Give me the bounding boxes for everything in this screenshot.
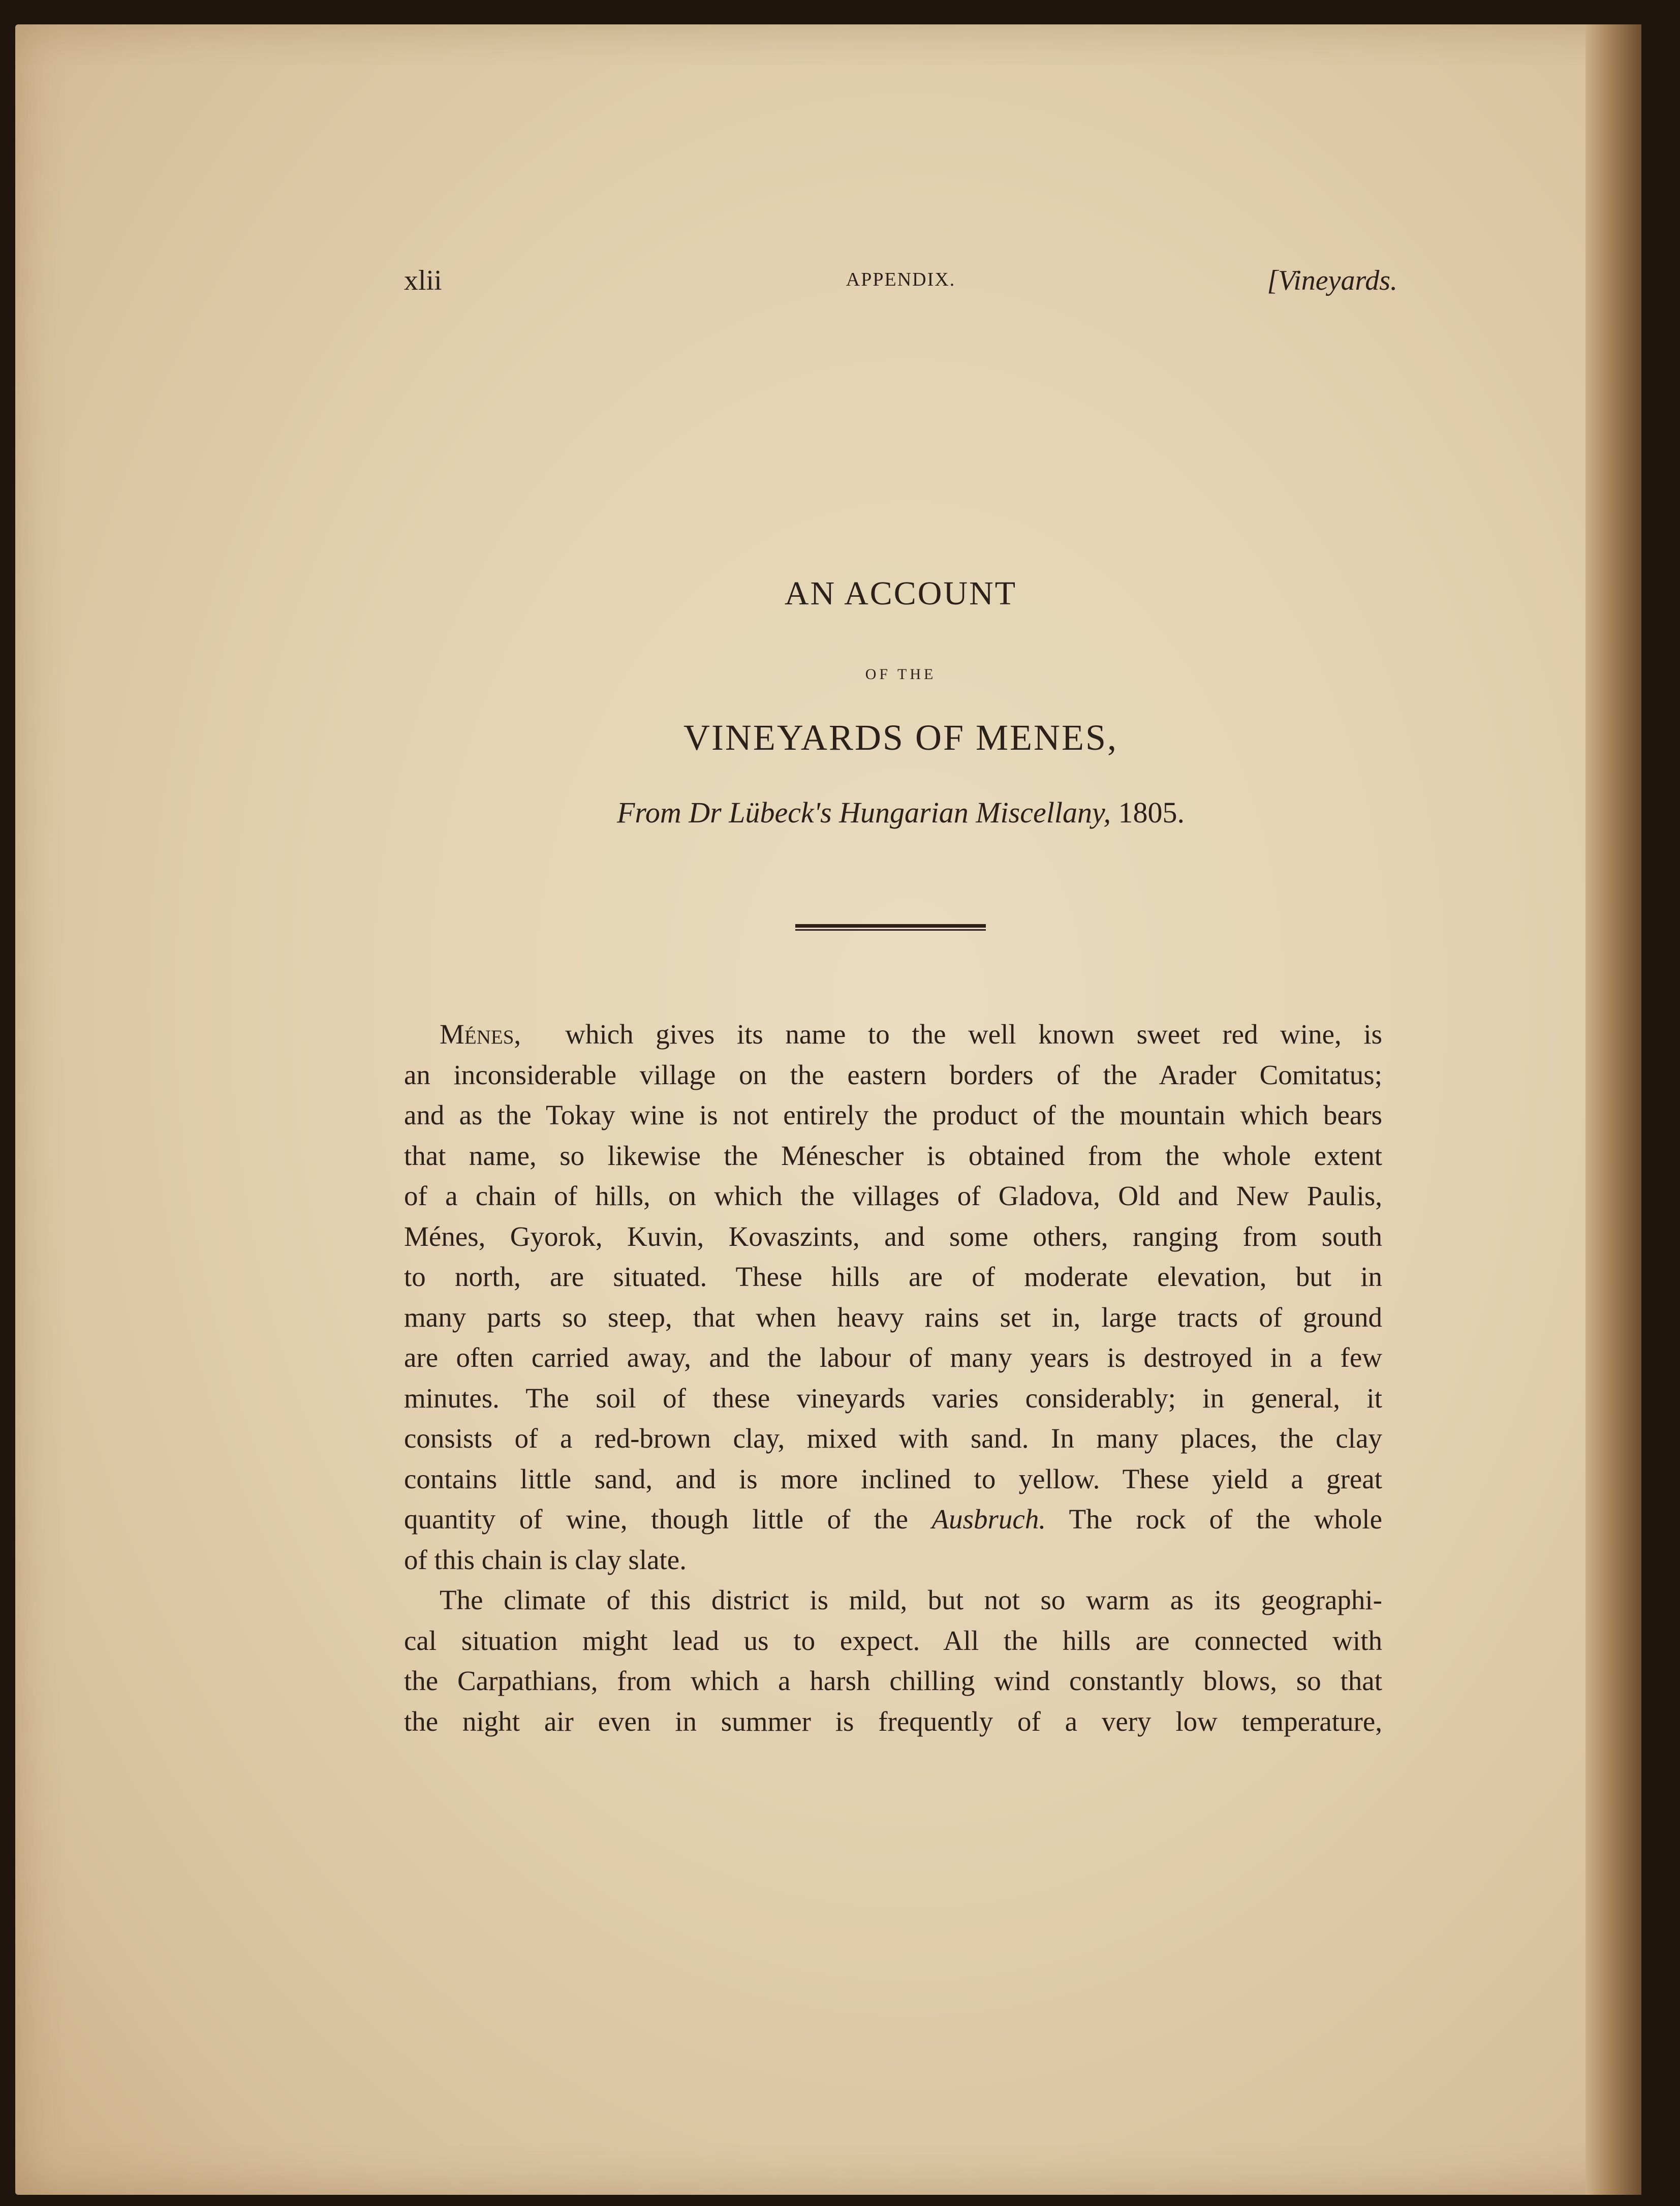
- running-head: [404, 264, 1397, 300]
- opening-word: Ménes,: [440, 1019, 521, 1050]
- paragraph1-last-line: of this chain is clay slate.: [404, 1544, 687, 1575]
- paragraph1-line: consists of a red-brown clay, mixed with sand. In many places, the clay: [404, 1423, 1382, 1454]
- paragraph1-line: Ménes, Gyorok, Kuvin, Kovaszints, and some others, ranging from south: [404, 1220, 1382, 1252]
- first-line-rest: which gives its name to the well known sweet red wine, is: [565, 1019, 1383, 1050]
- running-title: APPENDIX.: [846, 269, 956, 290]
- ausbruch-before: quantity of wine, though little of the: [404, 1504, 909, 1535]
- page-number: xlii: [404, 265, 442, 296]
- paragraph1-line: an inconsiderable village on the eastern borders of the Arader Comitatus;: [404, 1059, 1382, 1090]
- paragraph1-line: to north, are situated. These hills are of moderate elevation, but in: [404, 1261, 1382, 1292]
- paragraph1-line: are often carried away, and the labour of many years is destroyed in a few: [404, 1342, 1382, 1373]
- body-text: [404, 1014, 1382, 1741]
- paragraph2-line: The climate of this district is mild, but not so warm as its geographi-: [440, 1584, 1382, 1615]
- heading-of-the: OF THE: [865, 666, 937, 683]
- paragraph2-line: the night air even in summer is frequently of a very low temperature,: [404, 1705, 1382, 1737]
- paragraph2-line: cal situation might lead us to expect. All the hills are connected with: [404, 1625, 1382, 1656]
- paragraph1-line: minutes. The soil of these vineyards varies considerably; in general, it: [404, 1382, 1382, 1414]
- heading-source: [404, 795, 1397, 830]
- ausbruch-after: The rock of the whole: [1069, 1504, 1383, 1535]
- paragraph1-line: [404, 1499, 1382, 1540]
- ornamental-rule: [795, 924, 986, 931]
- heading-vineyards: VINEYARDS OF MENES,: [683, 717, 1118, 758]
- paragraph2-line: the Carpathians, from which a harsh chilling wind constantly blows, so that: [404, 1665, 1382, 1696]
- ausbruch-word: Ausbruch.: [931, 1504, 1046, 1535]
- paragraph1-line: that name, so likewise the Ménescher is obtained from the whole extent: [404, 1140, 1382, 1171]
- rule-thick: [795, 924, 986, 928]
- running-section: [Vineyards.: [1267, 265, 1397, 296]
- paragraph1-line: many parts so steep, that when heavy rains set in, large tracts of ground: [404, 1301, 1382, 1333]
- paragraph1-line: contains little sand, and is more inclined to yellow. These yield a great: [404, 1463, 1382, 1494]
- paragraph1-line: of a chain of hills, on which the villages of Gladova, Old and New Paulis,: [404, 1180, 1382, 1211]
- heading-account: AN ACCOUNT: [784, 575, 1017, 612]
- page-gutter: [1585, 24, 1641, 2195]
- paragraph1-line: and as the Tokay wine is not entirely the product of the mountain which bears: [404, 1099, 1382, 1130]
- paragraph1-line: [404, 1014, 1382, 1055]
- source-prefix: From Dr Lübeck's Hungarian Miscellany,: [617, 796, 1111, 829]
- rule-thin: [795, 929, 986, 931]
- source-year: 1805.: [1118, 796, 1185, 829]
